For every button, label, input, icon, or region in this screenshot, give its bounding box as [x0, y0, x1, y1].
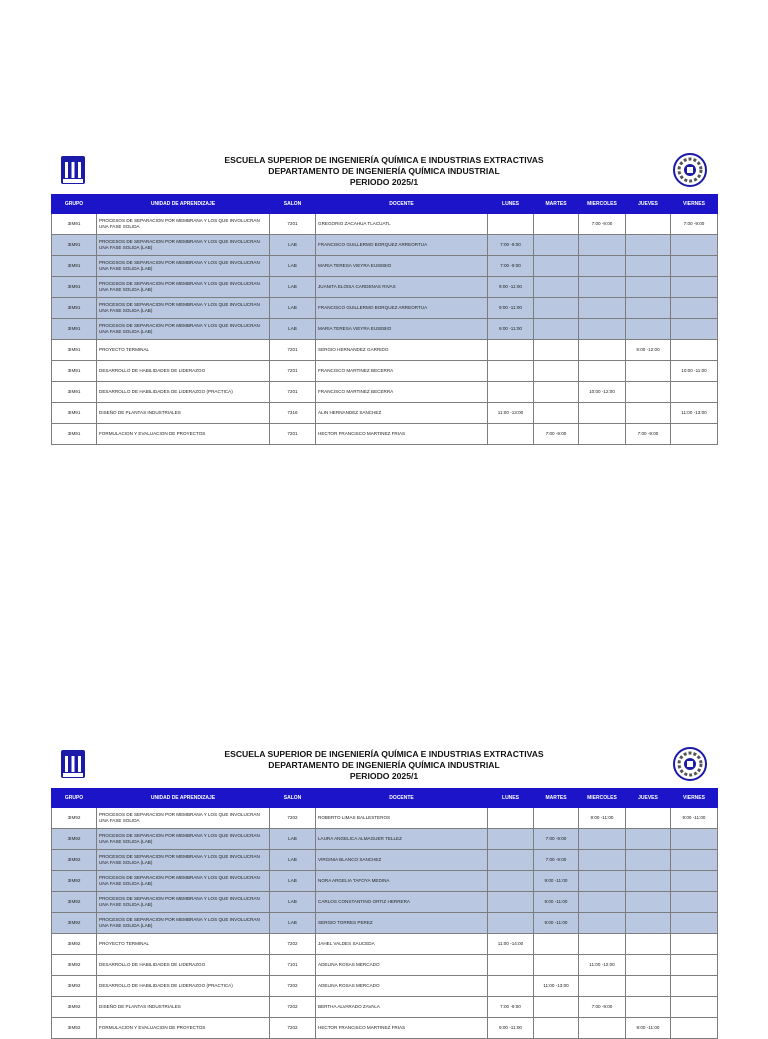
cell-unidad: PROCESOS DE SEPARACION POR MEMBRANA Y LOS QUE INVOLUCRAN UNA FASE SOLIDA (LAB)	[97, 892, 270, 913]
cell-miercoles: 11:00 -12:00	[579, 955, 626, 976]
cell-miercoles	[579, 235, 626, 256]
column-header: GRUPO	[52, 789, 97, 808]
schedule-page-1	[0, 152, 768, 437]
cell-viernes	[671, 340, 718, 361]
cell-salon: 7101	[270, 955, 316, 976]
cell-grupo: 3IM91	[52, 424, 97, 445]
cell-salon: LAB	[270, 913, 316, 934]
column-header: GRUPO	[52, 195, 97, 214]
cell-miercoles	[579, 277, 626, 298]
cell-miercoles: 9:00 -11:00	[579, 808, 626, 829]
table-row	[52, 934, 718, 955]
cell-docente: SERGIO HERNANDEZ GARRIDO	[316, 340, 488, 361]
cell-docente: ALIN HERNANDEZ SANCHEZ	[316, 403, 488, 424]
cell-viernes	[671, 997, 718, 1018]
cell-salon: 7201	[270, 361, 316, 382]
cell-viernes: 9:00 -11:00	[671, 808, 718, 829]
department-title: DEPARTAMENTO DE INGENIERÍA QUÍMICA INDUSTRIAL	[268, 760, 500, 770]
cell-miercoles	[579, 361, 626, 382]
cell-viernes	[671, 382, 718, 403]
cell-viernes	[671, 424, 718, 445]
cell-jueves: 7:00 -9:00	[626, 424, 671, 445]
cell-martes	[534, 298, 579, 319]
cell-docente: NORA ARGELIA TAFOYA MEDINA	[316, 871, 488, 892]
table-row	[52, 955, 718, 976]
column-header: UNIDAD DE APRENDIZAJE	[97, 195, 270, 214]
cell-lunes	[488, 340, 534, 361]
cell-jueves	[626, 976, 671, 997]
cell-martes	[534, 256, 579, 277]
cell-lunes	[488, 808, 534, 829]
cell-lunes: 9:00 -11:00	[488, 277, 534, 298]
cell-jueves	[626, 256, 671, 277]
cell-viernes: 11:00 -13:00	[671, 403, 718, 424]
title-block	[0, 749, 768, 782]
table-row	[52, 850, 718, 871]
cell-viernes	[671, 319, 718, 340]
cell-martes	[534, 277, 579, 298]
table-row	[52, 829, 718, 850]
cell-grupo: 3IM91	[52, 319, 97, 340]
cell-lunes	[488, 424, 534, 445]
cell-unidad: PROCESOS DE SEPARACION POR MEMBRANA Y LOS QUE INVOLUCRAN UNA FASE SOLIDA (LAB)	[97, 850, 270, 871]
cell-miercoles: 7:00 -9:00	[579, 997, 626, 1018]
cell-docente: MARIA TERESA VIEYRA EUSEBIO	[316, 256, 488, 277]
period-title: PERIODO 2025/1	[349, 771, 419, 781]
column-header: DOCENTE	[316, 195, 488, 214]
cell-jueves	[626, 235, 671, 256]
cell-grupo: 3IM92	[52, 976, 97, 997]
cell-salon: 7202	[270, 934, 316, 955]
cell-martes	[534, 382, 579, 403]
cell-miercoles	[579, 976, 626, 997]
cell-salon: 7202	[270, 1018, 316, 1039]
cell-docente: JAHEL VALDES SAUCEDA	[316, 934, 488, 955]
cell-lunes: 11:00 -14:00	[488, 934, 534, 955]
cell-jueves: 9:00 -11:00	[626, 1018, 671, 1039]
cell-unidad: PROCESOS DE SEPARACION POR MEMBRANA Y LOS QUE INVOLUCRAN UNA FASE SOLIDA (LAB)	[97, 871, 270, 892]
school-title: ESCUELA SUPERIOR DE INGENIERÍA QUÍMICA E INDUSTRIAS EXTRACTIVAS	[224, 155, 544, 165]
table-row	[52, 976, 718, 997]
cell-viernes: 7:00 -9:00	[671, 214, 718, 235]
cell-unidad: DESARROLLO DE HABILIDADES DE LIDERAZGO (PRACTICA)	[97, 976, 270, 997]
column-header: MARTES	[534, 789, 579, 808]
cell-miercoles	[579, 850, 626, 871]
cell-grupo: 3IM92	[52, 829, 97, 850]
table-row	[52, 361, 718, 382]
cell-docente: FRANCISCO MARTINEZ BECERRA	[316, 382, 488, 403]
cell-docente: VIRGINIA BLANCO SANCHEZ	[316, 850, 488, 871]
cell-martes: 7:00 -9:00	[534, 424, 579, 445]
column-header: MARTES	[534, 195, 579, 214]
cell-docente: CARLOS CONSTANTINO ORTIZ HERRERA	[316, 892, 488, 913]
table-row	[52, 214, 718, 235]
cell-unidad: PROCESOS DE SEPARACION POR MEMBRANA Y LOS QUE INVOLUCRAN UNA FASE SOLIDA (LAB)	[97, 298, 270, 319]
esiqie-logo-icon	[672, 746, 708, 782]
cell-unidad: DESARROLLO DE HABILIDADES DE LIDERAZGO	[97, 955, 270, 976]
cell-salon: LAB	[270, 829, 316, 850]
column-header: LUNES	[488, 789, 534, 808]
title-block	[0, 155, 768, 188]
cell-lunes: 9:00 -11:00	[488, 319, 534, 340]
table-row	[52, 424, 718, 445]
period-title: PERIODO 2025/1	[349, 177, 419, 187]
table-row	[52, 1018, 718, 1039]
column-header: VIERNES	[671, 195, 718, 214]
cell-jueves	[626, 850, 671, 871]
cell-jueves	[626, 403, 671, 424]
cell-viernes: 10:00 -11:00	[671, 361, 718, 382]
cell-lunes	[488, 382, 534, 403]
cell-grupo: 3IM92	[52, 850, 97, 871]
schedule-table	[51, 194, 718, 445]
cell-jueves	[626, 871, 671, 892]
cell-martes: 9:00 -11:00	[534, 871, 579, 892]
cell-salon: 7316	[270, 403, 316, 424]
cell-grupo: 3IM91	[52, 256, 97, 277]
cell-lunes	[488, 361, 534, 382]
cell-jueves	[626, 808, 671, 829]
cell-grupo: 3IM91	[52, 361, 97, 382]
cell-martes: 7:00 -9:00	[534, 829, 579, 850]
cell-grupo: 3IM92	[52, 955, 97, 976]
cell-docente: ADELINA ROSAS MERCADO	[316, 955, 488, 976]
cell-salon: 7201	[270, 424, 316, 445]
cell-martes	[534, 997, 579, 1018]
cell-miercoles	[579, 319, 626, 340]
cell-martes	[534, 361, 579, 382]
table-row	[52, 997, 718, 1018]
cell-lunes: 11:00 -13:00	[488, 403, 534, 424]
table-row	[52, 319, 718, 340]
cell-salon: LAB	[270, 892, 316, 913]
cell-unidad: PROCESOS DE SEPARACION POR MEMBRANA Y LOS QUE INVOLUCRAN UNA FASE SOLIDA (LAB)	[97, 913, 270, 934]
cell-miercoles	[579, 934, 626, 955]
cell-martes: 9:00 -11:00	[534, 892, 579, 913]
cell-lunes: 7:00 -9:00	[488, 997, 534, 1018]
cell-salon: LAB	[270, 256, 316, 277]
cell-lunes	[488, 913, 534, 934]
cell-grupo: 3IM92	[52, 808, 97, 829]
table-row	[52, 808, 718, 829]
cell-docente: FRANCISCO GUILLERMO BORQUEZ ARREORTUA	[316, 298, 488, 319]
cell-unidad: PROYECTO TERMINAL	[97, 340, 270, 361]
cell-miercoles	[579, 829, 626, 850]
cell-miercoles: 10:00 -12:00	[579, 382, 626, 403]
column-header: SALON	[270, 789, 316, 808]
cell-viernes	[671, 955, 718, 976]
cell-viernes	[671, 1018, 718, 1039]
cell-jueves	[626, 892, 671, 913]
cell-jueves	[626, 298, 671, 319]
cell-unidad: FORMULACION Y EVALUACION DE PROYECTOS	[97, 1018, 270, 1039]
cell-miercoles	[579, 424, 626, 445]
table-header-row	[52, 789, 718, 808]
table-row	[52, 382, 718, 403]
cell-jueves	[626, 277, 671, 298]
cell-grupo: 3IM91	[52, 340, 97, 361]
cell-martes	[534, 340, 579, 361]
cell-jueves	[626, 382, 671, 403]
table-body	[52, 808, 718, 1039]
cell-lunes	[488, 871, 534, 892]
cell-martes: 7:00 -9:00	[534, 850, 579, 871]
table-body	[52, 214, 718, 445]
cell-martes	[534, 955, 579, 976]
cell-salon: LAB	[270, 871, 316, 892]
cell-martes	[534, 934, 579, 955]
table-header-row	[52, 195, 718, 214]
cell-jueves	[626, 319, 671, 340]
cell-martes: 9:00 -11:00	[534, 913, 579, 934]
cell-salon: 7202	[270, 997, 316, 1018]
cell-viernes	[671, 298, 718, 319]
cell-viernes	[671, 235, 718, 256]
table-row	[52, 913, 718, 934]
cell-salon: LAB	[270, 850, 316, 871]
cell-martes	[534, 403, 579, 424]
cell-miercoles	[579, 298, 626, 319]
cell-grupo: 3IM92	[52, 871, 97, 892]
cell-salon: 7201	[270, 382, 316, 403]
cell-jueves	[626, 997, 671, 1018]
cell-lunes	[488, 976, 534, 997]
cell-lunes: 7:00 -9:00	[488, 235, 534, 256]
column-header: MIERCOLES	[579, 789, 626, 808]
cell-salon: LAB	[270, 298, 316, 319]
cell-martes: 11:00 -13:00	[534, 976, 579, 997]
cell-grupo: 3IM91	[52, 403, 97, 424]
cell-viernes	[671, 277, 718, 298]
cell-lunes	[488, 955, 534, 976]
cell-grupo: 3IM92	[52, 892, 97, 913]
cell-jueves	[626, 955, 671, 976]
school-title: ESCUELA SUPERIOR DE INGENIERÍA QUÍMICA E INDUSTRIAS EXTRACTIVAS	[224, 749, 544, 759]
column-header: SALON	[270, 195, 316, 214]
cell-viernes	[671, 934, 718, 955]
schedule-page-2	[0, 746, 768, 1031]
cell-salon: LAB	[270, 319, 316, 340]
cell-unidad: PROCESOS DE SEPARACION POR MEMBRANA Y LOS QUE INVOLUCRAN UNA FASE SOLIDA	[97, 808, 270, 829]
table-row	[52, 298, 718, 319]
cell-lunes: 9:00 -11:00	[488, 298, 534, 319]
cell-lunes	[488, 214, 534, 235]
cell-unidad: PROCESOS DE SEPARACION POR MEMBRANA Y LOS QUE INVOLUCRAN UNA FASE SOLIDA	[97, 214, 270, 235]
cell-unidad: DESARROLLO DE HABILIDADES DE LIDERAZGO	[97, 361, 270, 382]
cell-martes	[534, 235, 579, 256]
cell-miercoles	[579, 256, 626, 277]
cell-lunes	[488, 892, 534, 913]
column-header: VIERNES	[671, 789, 718, 808]
cell-grupo: 3IM92	[52, 1018, 97, 1039]
cell-martes	[534, 1018, 579, 1039]
cell-jueves	[626, 361, 671, 382]
cell-miercoles: 7:00 -9:00	[579, 214, 626, 235]
cell-grupo: 3IM92	[52, 934, 97, 955]
cell-unidad: DISEÑO DE PLANTAS INDUSTRIALES	[97, 997, 270, 1018]
cell-lunes	[488, 829, 534, 850]
table-row	[52, 871, 718, 892]
cell-unidad: PROCESOS DE SEPARACION POR MEMBRANA Y LOS QUE INVOLUCRAN UNA FASE SOLIDA (LAB)	[97, 277, 270, 298]
cell-unidad: PROYECTO TERMINAL	[97, 934, 270, 955]
cell-docente: LAURA ANGELICA ALMAGUER TELLEZ	[316, 829, 488, 850]
cell-martes	[534, 808, 579, 829]
table-row	[52, 235, 718, 256]
cell-unidad: DISEÑO DE PLANTAS INDUSTRIALES	[97, 403, 270, 424]
cell-salon: 7201	[270, 214, 316, 235]
cell-salon: 7202	[270, 808, 316, 829]
table-row	[52, 277, 718, 298]
cell-unidad: PROCESOS DE SEPARACION POR MEMBRANA Y LOS QUE INVOLUCRAN UNA FASE SOLIDA (LAB)	[97, 829, 270, 850]
cell-miercoles	[579, 913, 626, 934]
cell-jueves: 9:00 -12:00	[626, 340, 671, 361]
column-header: DOCENTE	[316, 789, 488, 808]
cell-jueves	[626, 829, 671, 850]
cell-docente: JUANITA ELOISA CARDENAS RIVAS	[316, 277, 488, 298]
cell-salon: 7201	[270, 340, 316, 361]
cell-grupo: 3IM92	[52, 997, 97, 1018]
cell-docente: GREGORIO ZACAHUA TLACUATL	[316, 214, 488, 235]
cell-lunes: 9:00 -11:00	[488, 1018, 534, 1039]
esiqie-logo-icon	[672, 152, 708, 188]
cell-docente: HECTOR FRANCISCO MARTINEZ FRIAS	[316, 424, 488, 445]
column-header: JUEVES	[626, 789, 671, 808]
cell-miercoles	[579, 871, 626, 892]
cell-unidad: PROCESOS DE SEPARACION POR MEMBRANA Y LOS QUE INVOLUCRAN UNA FASE SOLIDA (LAB)	[97, 319, 270, 340]
cell-viernes	[671, 913, 718, 934]
cell-docente: HECTOR FRANCISCO MARTINEZ FRIAS	[316, 1018, 488, 1039]
cell-docente: BERTHA ALVARADO ZAVALA	[316, 997, 488, 1018]
cell-grupo: 3IM91	[52, 235, 97, 256]
cell-martes	[534, 214, 579, 235]
cell-lunes: 7:00 -9:00	[488, 256, 534, 277]
cell-viernes	[671, 892, 718, 913]
column-header: JUEVES	[626, 195, 671, 214]
cell-grupo: 3IM91	[52, 298, 97, 319]
schedule-table	[51, 788, 718, 1039]
cell-docente: MARIA TERESA VIEYRA EUSEBIO	[316, 319, 488, 340]
cell-martes	[534, 319, 579, 340]
column-header: MIERCOLES	[579, 195, 626, 214]
cell-salon: LAB	[270, 235, 316, 256]
cell-docente: ROBERTO LIMAS BALLESTEROS	[316, 808, 488, 829]
cell-salon: LAB	[270, 277, 316, 298]
cell-docente: ADELINA ROSAS MERCADO	[316, 976, 488, 997]
cell-unidad: PROCESOS DE SEPARACION POR MEMBRANA Y LOS QUE INVOLUCRAN UNA FASE SOLIDA (LAB)	[97, 235, 270, 256]
cell-docente: FRANCISCO GUILLERMO BORQUEZ ARREORTUA	[316, 235, 488, 256]
cell-viernes	[671, 829, 718, 850]
cell-miercoles	[579, 340, 626, 361]
cell-miercoles	[579, 1018, 626, 1039]
cell-docente: FRANCISCO MARTINEZ BECERRA	[316, 361, 488, 382]
cell-jueves	[626, 913, 671, 934]
cell-viernes	[671, 871, 718, 892]
cell-miercoles	[579, 403, 626, 424]
table-row	[52, 340, 718, 361]
table-row	[52, 403, 718, 424]
cell-lunes	[488, 850, 534, 871]
department-title: DEPARTAMENTO DE INGENIERÍA QUÍMICA INDUSTRIAL	[268, 166, 500, 176]
cell-docente: SERGIO TORRES PEREZ	[316, 913, 488, 934]
table-row	[52, 256, 718, 277]
schedule-header	[0, 152, 768, 192]
cell-jueves	[626, 934, 671, 955]
table-row	[52, 892, 718, 913]
cell-viernes	[671, 976, 718, 997]
cell-grupo: 3IM91	[52, 277, 97, 298]
column-header: LUNES	[488, 195, 534, 214]
cell-grupo: 3IM91	[52, 214, 97, 235]
cell-unidad: FORMULACION Y EVALUACION DE PROYECTOS	[97, 424, 270, 445]
cell-grupo: 3IM91	[52, 382, 97, 403]
cell-viernes	[671, 256, 718, 277]
cell-viernes	[671, 850, 718, 871]
cell-grupo: 3IM92	[52, 913, 97, 934]
cell-unidad: PROCESOS DE SEPARACION POR MEMBRANA Y LOS QUE INVOLUCRAN UNA FASE SOLIDA (LAB)	[97, 256, 270, 277]
cell-jueves	[626, 214, 671, 235]
cell-salon: 7202	[270, 976, 316, 997]
cell-unidad: DESARROLLO DE HABILIDADES DE LIDERAZGO (PRACTICA)	[97, 382, 270, 403]
column-header: UNIDAD DE APRENDIZAJE	[97, 789, 270, 808]
cell-miercoles	[579, 892, 626, 913]
schedule-header	[0, 746, 768, 786]
